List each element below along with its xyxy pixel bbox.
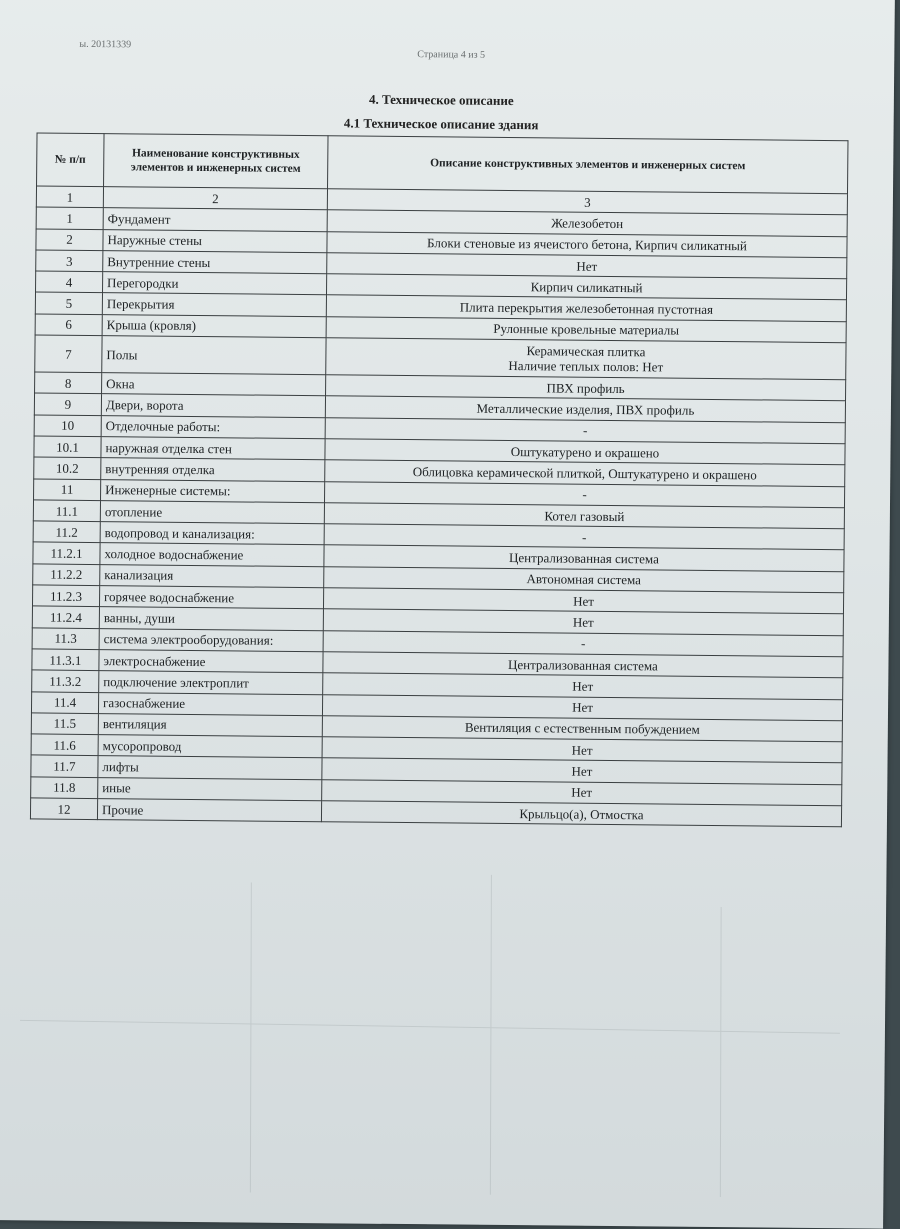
row-description: Оштукатурено и окрашено xyxy=(325,439,845,465)
row-element-name: система электрооборудования: xyxy=(99,628,323,651)
row-number: 4 xyxy=(36,271,103,293)
row-description: ПВХ профиль xyxy=(326,375,846,401)
row-element-name: электроснабжение xyxy=(99,650,323,673)
row-element-name: Полы xyxy=(102,336,326,375)
row-element-name: холодное водоснабжение xyxy=(100,543,324,566)
header-desc: Описание конструктивных элементов и инженерных систем xyxy=(328,136,848,194)
row-description xyxy=(326,338,846,380)
row-element-name: Перегородки xyxy=(102,272,326,295)
row-description: Кирпич силикатный xyxy=(326,274,846,300)
row-description: Рулонные кровельные материалы xyxy=(326,317,846,343)
row-number: 5 xyxy=(35,292,102,314)
row-number: 11 xyxy=(34,479,101,501)
row-number: 1 xyxy=(36,207,103,229)
row-element-name: Перекрытия xyxy=(102,293,326,316)
row-description: Металлические изделия, ПВХ профиль xyxy=(325,396,845,422)
row-description: Централизованная система xyxy=(323,652,843,678)
row-description: - xyxy=(323,630,843,656)
row-number: 11.5 xyxy=(31,713,98,735)
row-number: 12 xyxy=(30,798,97,820)
row-description: Нет xyxy=(323,673,843,699)
row-description: - xyxy=(325,417,845,443)
row-number: 3 xyxy=(36,250,103,272)
row-description: Централизованная система xyxy=(324,545,844,571)
row-element-name: Прочие xyxy=(97,799,321,822)
row-element-name: мусоропровод xyxy=(98,735,322,758)
row-number: 11.1 xyxy=(33,500,100,522)
header-name: Наименование конструктивных элементов и инженерных систем xyxy=(104,134,328,189)
document-id: ы. 20131339 xyxy=(79,38,132,51)
row-description: Нет xyxy=(322,737,842,763)
row-element-name: Отделочные работы: xyxy=(101,415,325,438)
row-description: - xyxy=(324,524,844,550)
index-cell: 1 xyxy=(36,186,103,208)
row-element-name: вентиляция xyxy=(98,713,322,736)
row-description: Плита перекрытия железобетонная пустотная xyxy=(326,295,846,321)
row-description: Нет xyxy=(323,609,843,635)
row-element-name: подключение электроплит xyxy=(99,671,323,694)
row-number: 11.2.1 xyxy=(33,542,100,564)
row-element-name: газоснабжение xyxy=(98,692,322,715)
table-header-row xyxy=(37,133,848,194)
row-element-name: Фундамент xyxy=(103,208,327,231)
show-through-lines xyxy=(18,860,841,1198)
row-description: Вентиляция с естественным побуждением xyxy=(322,716,842,742)
row-number: 11.2 xyxy=(33,521,100,543)
row-element-name: внутренняя отделка xyxy=(101,458,325,481)
row-number: 11.2.3 xyxy=(32,585,99,607)
row-number: 11.3.2 xyxy=(32,670,99,692)
row-description: Автономная система xyxy=(324,566,844,592)
row-element-name: водопровод и канализация: xyxy=(100,522,324,545)
row-description: Нет xyxy=(322,758,842,784)
row-number: 9 xyxy=(34,393,101,415)
row-element-name: Инженерные системы: xyxy=(101,479,325,502)
row-number: 11.7 xyxy=(31,755,98,777)
header-num: № п/п xyxy=(37,133,105,187)
row-element-name: наружная отделка стен xyxy=(101,437,325,460)
row-number: 10 xyxy=(34,415,101,437)
row-number: 11.3 xyxy=(32,628,99,650)
row-element-name: горячее водоснабжение xyxy=(99,586,323,609)
row-description: Нет xyxy=(327,253,847,279)
row-description: Облицовка керамической плиткой, Оштукатурено и окрашено xyxy=(325,460,845,486)
row-number: 7 xyxy=(35,335,102,373)
row-number: 10.2 xyxy=(34,457,101,479)
row-number: 2 xyxy=(36,229,103,251)
row-description-line: Керамическая плитка xyxy=(526,343,646,360)
row-element-name: Окна xyxy=(102,373,326,396)
row-number: 11.8 xyxy=(31,777,98,799)
index-cell: 3 xyxy=(327,189,847,215)
row-number: 11.2.2 xyxy=(33,564,100,586)
row-number: 10.1 xyxy=(34,436,101,458)
row-number: 11.6 xyxy=(31,734,98,756)
row-description-line: Наличие теплых полов: Нет xyxy=(508,358,664,375)
index-cell: 2 xyxy=(103,187,327,210)
row-element-name: отопление xyxy=(100,500,324,523)
row-element-name: иные xyxy=(98,777,322,800)
row-description: Котел газовый xyxy=(324,503,844,529)
row-element-name: Наружные стены xyxy=(103,229,327,252)
subsection-title: 4.1 Техническое описание здания xyxy=(343,115,539,133)
row-description: Крыльцо(а), Отмостка xyxy=(321,801,841,827)
row-description: - xyxy=(324,481,844,507)
row-element-name: Крыша (кровля) xyxy=(102,314,326,337)
page-number: Страница 4 из 5 xyxy=(417,49,486,61)
row-element-name: лифты xyxy=(98,756,322,779)
row-number: 8 xyxy=(35,372,102,394)
row-element-name: Двери, ворота xyxy=(101,394,325,417)
row-element-name: канализация xyxy=(100,564,324,587)
row-description: Нет xyxy=(322,694,842,720)
section-title: 4. Техническое описание xyxy=(368,91,514,109)
row-element-name: Внутренние стены xyxy=(103,250,327,273)
row-element-name: ванны, души xyxy=(99,607,323,630)
row-number: 11.3.1 xyxy=(32,649,99,671)
row-description: Блоки стеновые из ячеистого бетона, Кирпич силикатный xyxy=(327,231,847,257)
row-description: Железобетон xyxy=(327,210,847,236)
row-number: 11.2.4 xyxy=(32,606,99,628)
technical-description-table xyxy=(30,132,849,827)
row-description: Нет xyxy=(322,779,842,805)
row-number: 6 xyxy=(35,314,102,336)
row-number: 11.4 xyxy=(31,691,98,713)
row-description: Нет xyxy=(323,588,843,614)
